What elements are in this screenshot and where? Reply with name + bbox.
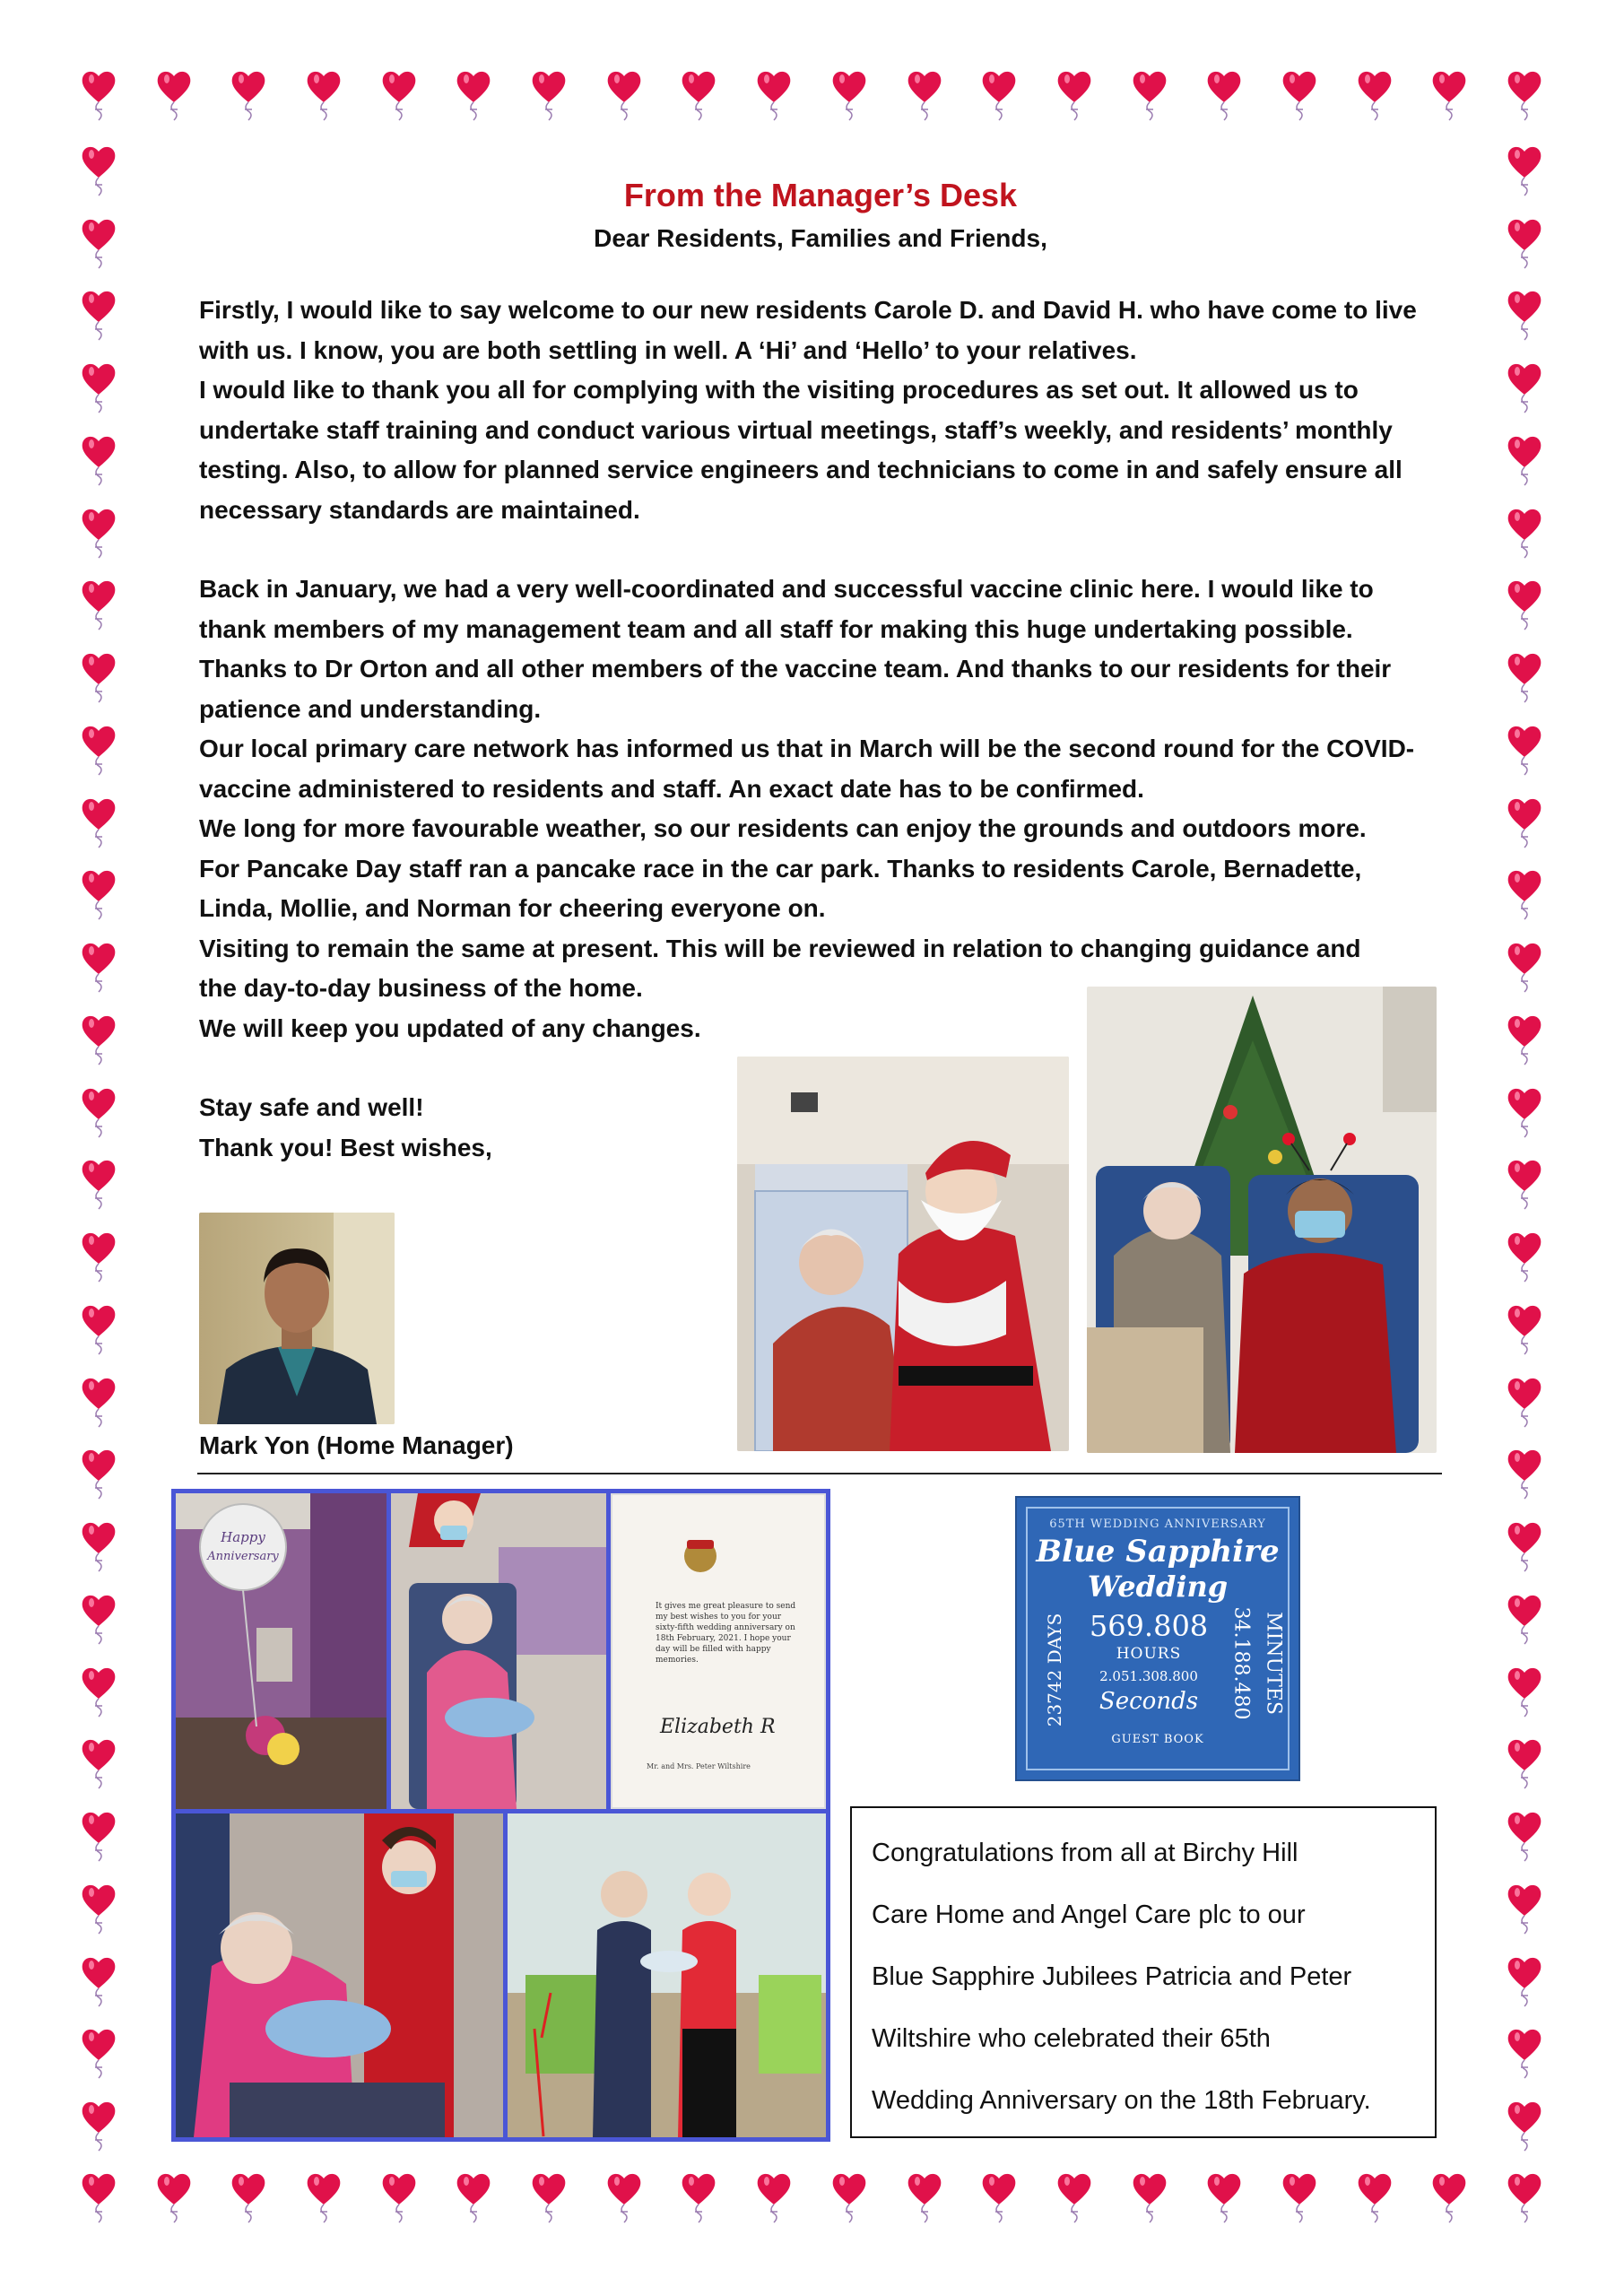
heart-balloon-icon [531,2170,567,2224]
letter-paragraph: Firstly, I would like to say welcome to our new residents Carole D. and David H. who have come to live with us. I know, you are both settling in well. A ‘Hi’ and ‘Hello’ to your relatives. [199,296,1417,364]
heart-balloon-icon [1507,506,1542,560]
letter-paragraph: I would like to thank you all for complying with the visiting procedures as set out. It allowed us to undertake staff training and conduct various virtual meetings, staff’s weekly, and residents’ monthly testing. Also, to allow for planned service engineers and technicians to come in and safely ensure all necessary standards are maintained. [199,376,1403,524]
heart-balloon-icon [756,68,792,122]
heart-balloon-icon [156,68,192,122]
heart-balloon-icon [981,68,1017,122]
heart-balloon-icon [81,2170,117,2224]
letter-paragraph: We will keep you updated of any changes. [199,1013,701,1042]
heart-balloon-icon [1507,1013,1542,1066]
heart-balloon-icon [81,1736,117,1790]
heart-balloon-icon [81,796,117,849]
heart-balloon-icon [81,1013,117,1066]
badge-hours: HOURS [1116,1645,1182,1663]
heart-balloon-icon [81,433,117,487]
heart-balloon-icon [1507,796,1542,849]
heart-balloon-icon [907,68,942,122]
section-divider [197,1473,1442,1474]
heart-balloon-icon [1206,2170,1242,2224]
heart-balloon-icon [831,2170,867,2224]
heart-balloon-icon [1507,1157,1542,1211]
congratulations-box [850,1806,1437,2138]
heart-balloon-icon [1132,2170,1168,2224]
heart-balloon-icon [81,506,117,560]
heart-balloon-icon [381,68,417,122]
congrats-line: Wedding Anniversary on the 18th February. [872,2086,1371,2115]
heart-balloon-icon [1507,578,1542,631]
heart-balloon-icon [81,1665,117,1718]
heart-balloon-icon [1507,1954,1542,2008]
heart-balloon-icon [306,2170,342,2224]
heart-balloon-icon [1431,68,1467,122]
congrats-line: Wiltshire who celebrated their 65th [872,2024,1271,2053]
santa-visit-photo [737,1057,1069,1451]
heart-balloon-icon [1056,68,1092,122]
heart-balloon-icon [1507,288,1542,342]
heart-balloon-icon [306,68,342,122]
heart-balloon-icon [1132,68,1168,122]
badge-title: Wedding [1087,1570,1229,1604]
badge-hours-number: 569.808 [1089,1609,1209,1643]
page-title: From the Manager’s Desk [623,177,1018,213]
heart-balloon-icon [1507,867,1542,921]
heart-balloon-icon [230,2170,266,2224]
heart-balloon-icon [81,288,117,342]
couple-with-cake-photo [508,1813,826,2137]
heart-balloon-icon [81,68,117,122]
heart-balloon-icon [1507,2170,1542,2224]
congrats-line: Congratulations from all at Birchy Hill [872,1839,1298,1867]
badge-title: Blue Sapphire [1036,1534,1280,1570]
heart-balloon-icon [1281,2170,1317,2224]
badge-minutes-number: 34.188.480 [1229,1606,1253,1720]
heart-balloon-icon [1507,1375,1542,1429]
heart-balloon-icon [1507,1665,1542,1718]
heart-balloon-icon [1507,68,1542,122]
heart-balloon-icon [81,361,117,414]
heart-balloon-icon [156,2170,192,2224]
heart-balloon-icon [81,1302,117,1356]
heart-balloon-icon [81,1954,117,2008]
heart-balloon-icon [1281,68,1317,122]
heart-balloon-icon [230,68,266,122]
salutation: Dear Residents, Families and Friends, [594,224,1047,252]
heart-balloon-icon [1507,650,1542,704]
badge-minutes: MINUTES [1262,1612,1285,1715]
royal-card-text: It gives me great pleasure to send my best wishes to you for your sixty-fifth wedding anniversary on 18th February, 2021. I hope your day will be filled with happy memories. [656,1602,796,1665]
heart-balloon-icon [81,1519,117,1573]
heart-balloon-icon [1507,1809,1542,1863]
heart-balloon-icon [1507,723,1542,777]
heart-balloon-icon [81,578,117,631]
heart-balloon-icon [456,68,491,122]
heart-balloon-icon [81,1882,117,1935]
heart-balloon-icon [81,1157,117,1211]
royal-card-addressee: Mr. and Mrs. Peter Wiltshire [647,1762,751,1770]
letter-paragraph: We long for more favourable weather, so our residents can enjoy the grounds and outdoors more. [199,814,1367,842]
balloon-text: Happy [221,1529,265,1545]
manager-signature: Mark Yon (Home Manager) [199,1431,514,1459]
heart-balloon-icon [381,2170,417,2224]
heart-balloon-icon [81,940,117,994]
heart-balloon-icon [756,2170,792,2224]
heart-balloon-icon [1431,2170,1467,2224]
heart-balloon-icon [681,68,716,122]
royal-signature: Elizabeth R [660,1716,776,1738]
heart-balloon-icon [81,2099,117,2152]
badge-seconds-number: 2.051.308.800 [1099,1668,1198,1684]
heart-balloon-icon [81,2026,117,2080]
heart-balloon-icon [606,2170,642,2224]
heart-balloon-icon [606,68,642,122]
balloon-text: Anniversary [207,1550,279,1563]
heart-balloon-icon [81,1375,117,1429]
manager-portrait-photo [199,1213,395,1424]
cake-presentation-photo [391,1493,606,1809]
heart-balloon-icon [1507,144,1542,197]
heart-balloon-icon [531,68,567,122]
badge-seconds: Seconds [1099,1688,1199,1715]
badge-days: 23742 DAYS [1044,1613,1065,1727]
heart-balloon-icon [81,1230,117,1283]
heart-balloon-icon [81,144,117,197]
heart-balloon-icon [81,1809,117,1863]
heart-balloon-icon [1507,433,1542,487]
heart-balloon-icon [907,2170,942,2224]
signoff-line: Thank you! Best wishes, [199,1133,492,1161]
heart-balloon-icon [81,1592,117,1646]
heart-balloon-icon [81,867,117,921]
heart-balloon-icon [681,2170,716,2224]
badge-heading: 65TH WEDDING ANNIVERSARY [1049,1518,1266,1531]
heart-balloon-icon [1507,1085,1542,1139]
signoff-line: Stay safe and well! [199,1093,424,1121]
heart-balloon-icon [1507,1519,1542,1573]
heart-balloon-icon [1507,1230,1542,1283]
heart-balloon-icon [981,2170,1017,2224]
letter-paragraph: the day-to-day business of the home. [199,974,643,1002]
heart-balloon-icon [1507,1302,1542,1356]
resident-with-cake-photo [176,1813,503,2137]
heart-balloon-icon [1507,2099,1542,2152]
heart-balloon-icon [81,650,117,704]
heart-balloon-icon [456,2170,491,2224]
heart-balloon-icon [81,1447,117,1500]
heart-balloon-icon [831,68,867,122]
badge-footer: GUEST BOOK [1111,1733,1204,1746]
heart-balloon-icon [1507,216,1542,270]
heart-balloon-icon [1357,2170,1393,2224]
blue-sapphire-guest-book [1015,1496,1300,1781]
heart-balloon-icon [1056,2170,1092,2224]
christmas-tree-photo [1087,987,1437,1453]
balloon-room-photo [176,1493,386,1809]
heart-balloon-icon [1357,68,1393,122]
heart-balloon-icon [1507,1736,1542,1790]
letter-paragraph: Visiting to remain the same at present. This will be reviewed in relation to changing guidance and [199,934,1361,962]
heart-balloon-icon [1507,1882,1542,1935]
congrats-line: Care Home and Angel Care plc to our [872,1900,1306,1929]
heart-balloon-icon [1507,2026,1542,2080]
heart-balloon-icon [1507,361,1542,414]
letter-paragraph: Our local primary care network has informed us that in March will be the second round for the COVID-vaccine administered to residents and staff. An exact date has to be confirmed. [199,735,1415,803]
heart-balloon-icon [1507,1447,1542,1500]
heart-balloon-icon [1507,1592,1542,1646]
anniversary-photo-collage [171,1489,830,2142]
letter-paragraph: Back in January, we had a very well-coordinated and successful vaccine clinic here. I would like to thank members of my management team and all staff for making this huge undertaking possible. Thanks to Dr Orton and all other members of the vaccine team. And thanks to our residents for their patience and understanding. [199,575,1392,723]
congrats-line: Blue Sapphire Jubilees Patricia and Peter [872,1962,1352,1991]
royal-card-photo [611,1493,826,1809]
heart-balloon-icon [81,216,117,270]
heart-balloon-icon [81,723,117,777]
heart-balloon-icon [81,1085,117,1139]
heart-balloon-icon [1507,940,1542,994]
letter-paragraph: For Pancake Day staff ran a pancake race in the car park. Thanks to residents Carole, Bernadette, Linda, Mollie, and Norman for cheering everyone on. [199,854,1362,922]
heart-balloon-icon [1206,68,1242,122]
